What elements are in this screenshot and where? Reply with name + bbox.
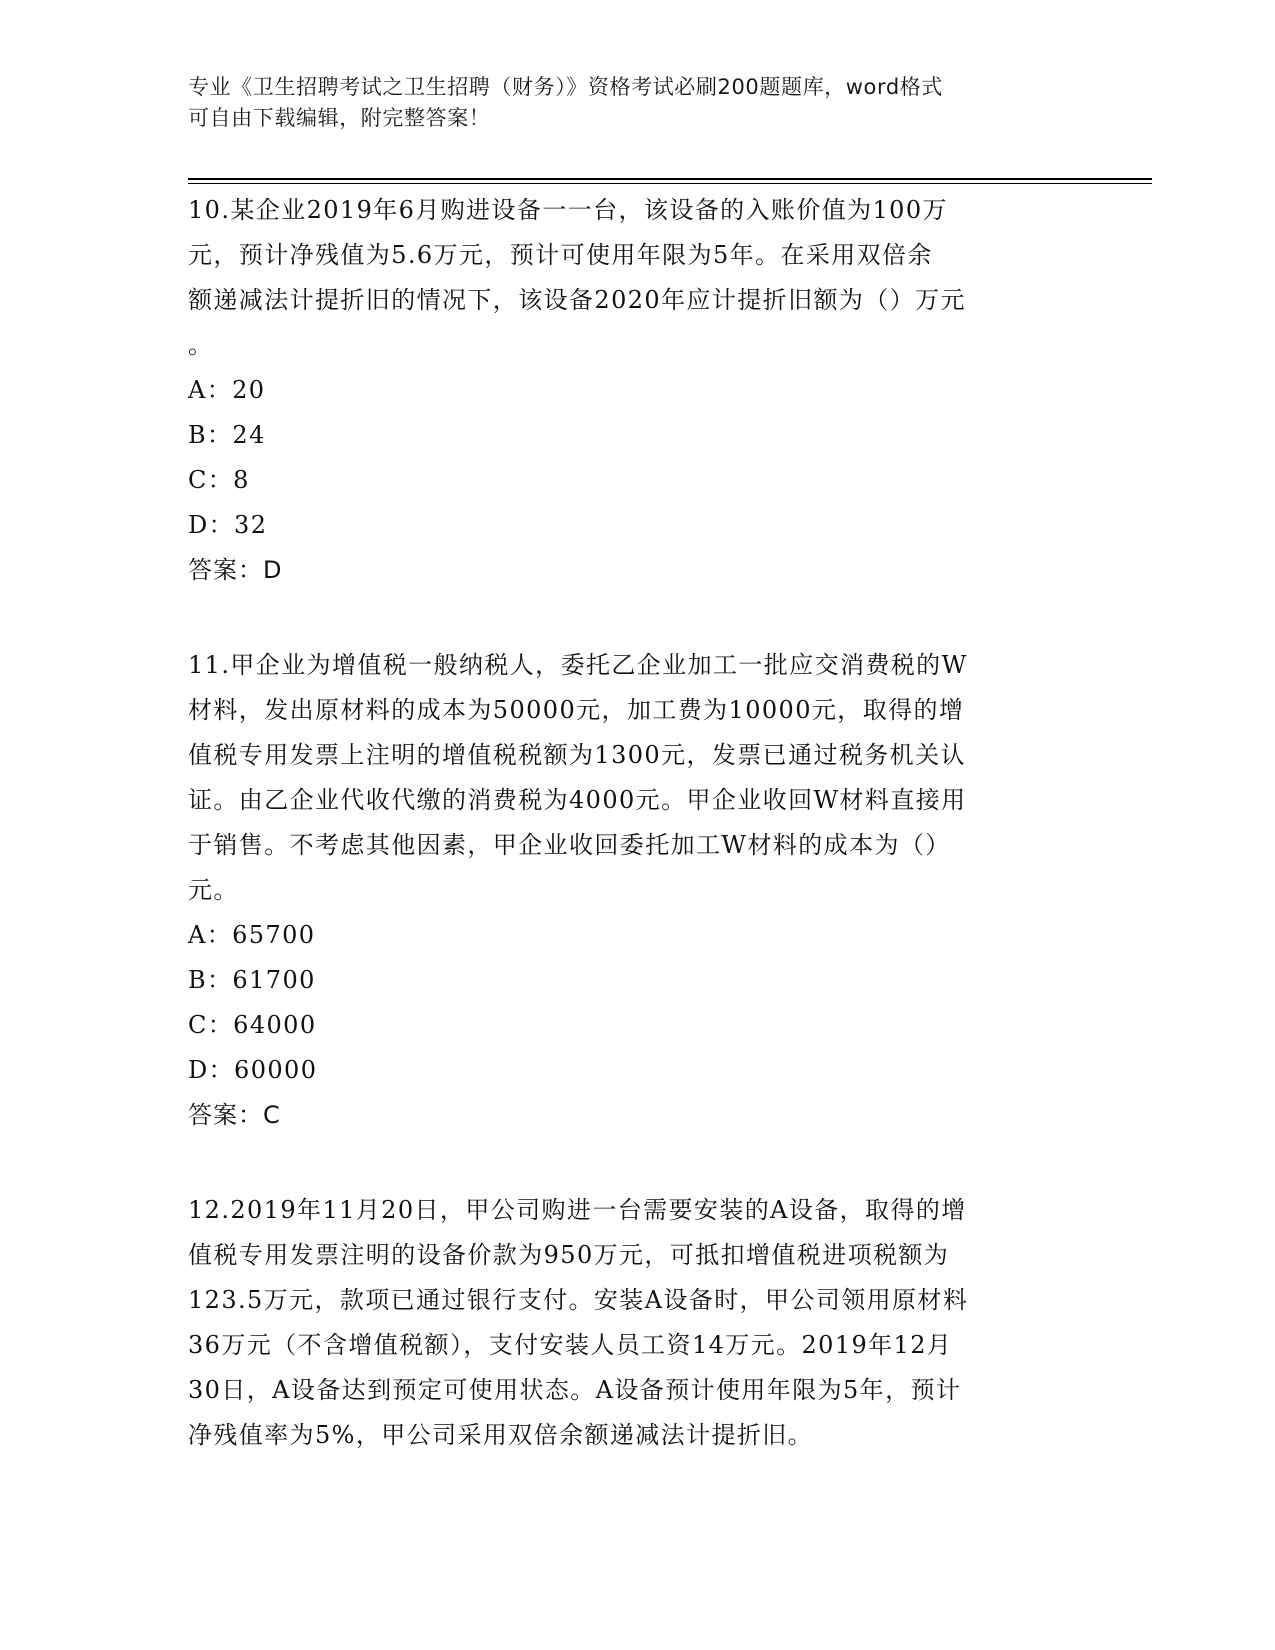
question-text-line: 123.5万元，款项已通过银行支付。安装A设备时，甲公司领用原材料 (188, 1286, 969, 1314)
option-a: A：65700 (188, 921, 316, 949)
header-divider-thin (188, 183, 1152, 184)
question-11 (188, 643, 1088, 1138)
question-text-line: 于销售。不考虑其他因素，甲企业收回委托加工W材料的成本为（） (188, 831, 951, 859)
question-text-line: 。 (188, 331, 214, 359)
question-text-line: 10.某企业2019年6月购进设备一一台，该设备的入账价值为100万 (188, 196, 948, 224)
option-d: D：60000 (188, 1056, 318, 1084)
header-line-2: 可自由下载编辑，附完整答案！ (188, 106, 491, 130)
question-text-line: 30日，A设备达到预定可使用状态。A设备预计使用年限为5年，预计 (188, 1376, 962, 1404)
answer-line: 答案：D (188, 556, 283, 584)
question-text-line: 值税专用发票上注明的增值税税额为1300元，发票已通过税务机关认 (188, 741, 966, 769)
header-divider-thick (188, 178, 1152, 180)
question-12 (188, 1188, 1088, 1458)
option-c: C：8 (188, 466, 250, 494)
option-b: B：61700 (188, 966, 316, 994)
question-text-line: 值税专用发票注明的设备价款为950万元，可抵扣增值税进项税额为 (188, 1241, 950, 1269)
question-text-line: 11.甲企业为增值税一般纳税人，委托乙企业加工一批应交消费税的W (188, 651, 968, 679)
answer-line: 答案：C (188, 1101, 281, 1129)
question-text-line: 证。由乙企业代收代缴的消费税为4000元。甲企业收回W材料直接用 (188, 786, 967, 814)
option-c: C：64000 (188, 1011, 317, 1039)
question-text-line: 材料，发出原材料的成本为50000元，加工费为10000元，取得的增 (188, 696, 965, 724)
question-text-line: 12.2019年11月20日，甲公司购进一台需要安装的A设备，取得的增 (188, 1196, 967, 1224)
question-text-line: 净残值率为5%，甲公司采用双倍余额递减法计提折旧。 (188, 1421, 814, 1449)
option-b: B：24 (188, 421, 266, 449)
document-header (188, 72, 1088, 134)
question-10 (188, 188, 1088, 593)
option-d: D：32 (188, 511, 268, 539)
question-text-line: 额递减法计提折旧的情况下，该设备2020年应计提折旧额为（）万元 (188, 286, 966, 314)
header-line-1: 专业《卫生招聘考试之卫生招聘（财务）》资格考试必刷200题题库，word格式 (188, 75, 943, 99)
question-text-line: 36万元（不含增值税额），支付安装人员工资14万元。2019年12月 (188, 1331, 953, 1359)
option-a: A：20 (188, 376, 266, 404)
question-text-line: 元。 (188, 876, 239, 904)
question-text-line: 元，预计净残值为5.6万元，预计可使用年限为5年。在采用双倍余 (188, 241, 933, 269)
